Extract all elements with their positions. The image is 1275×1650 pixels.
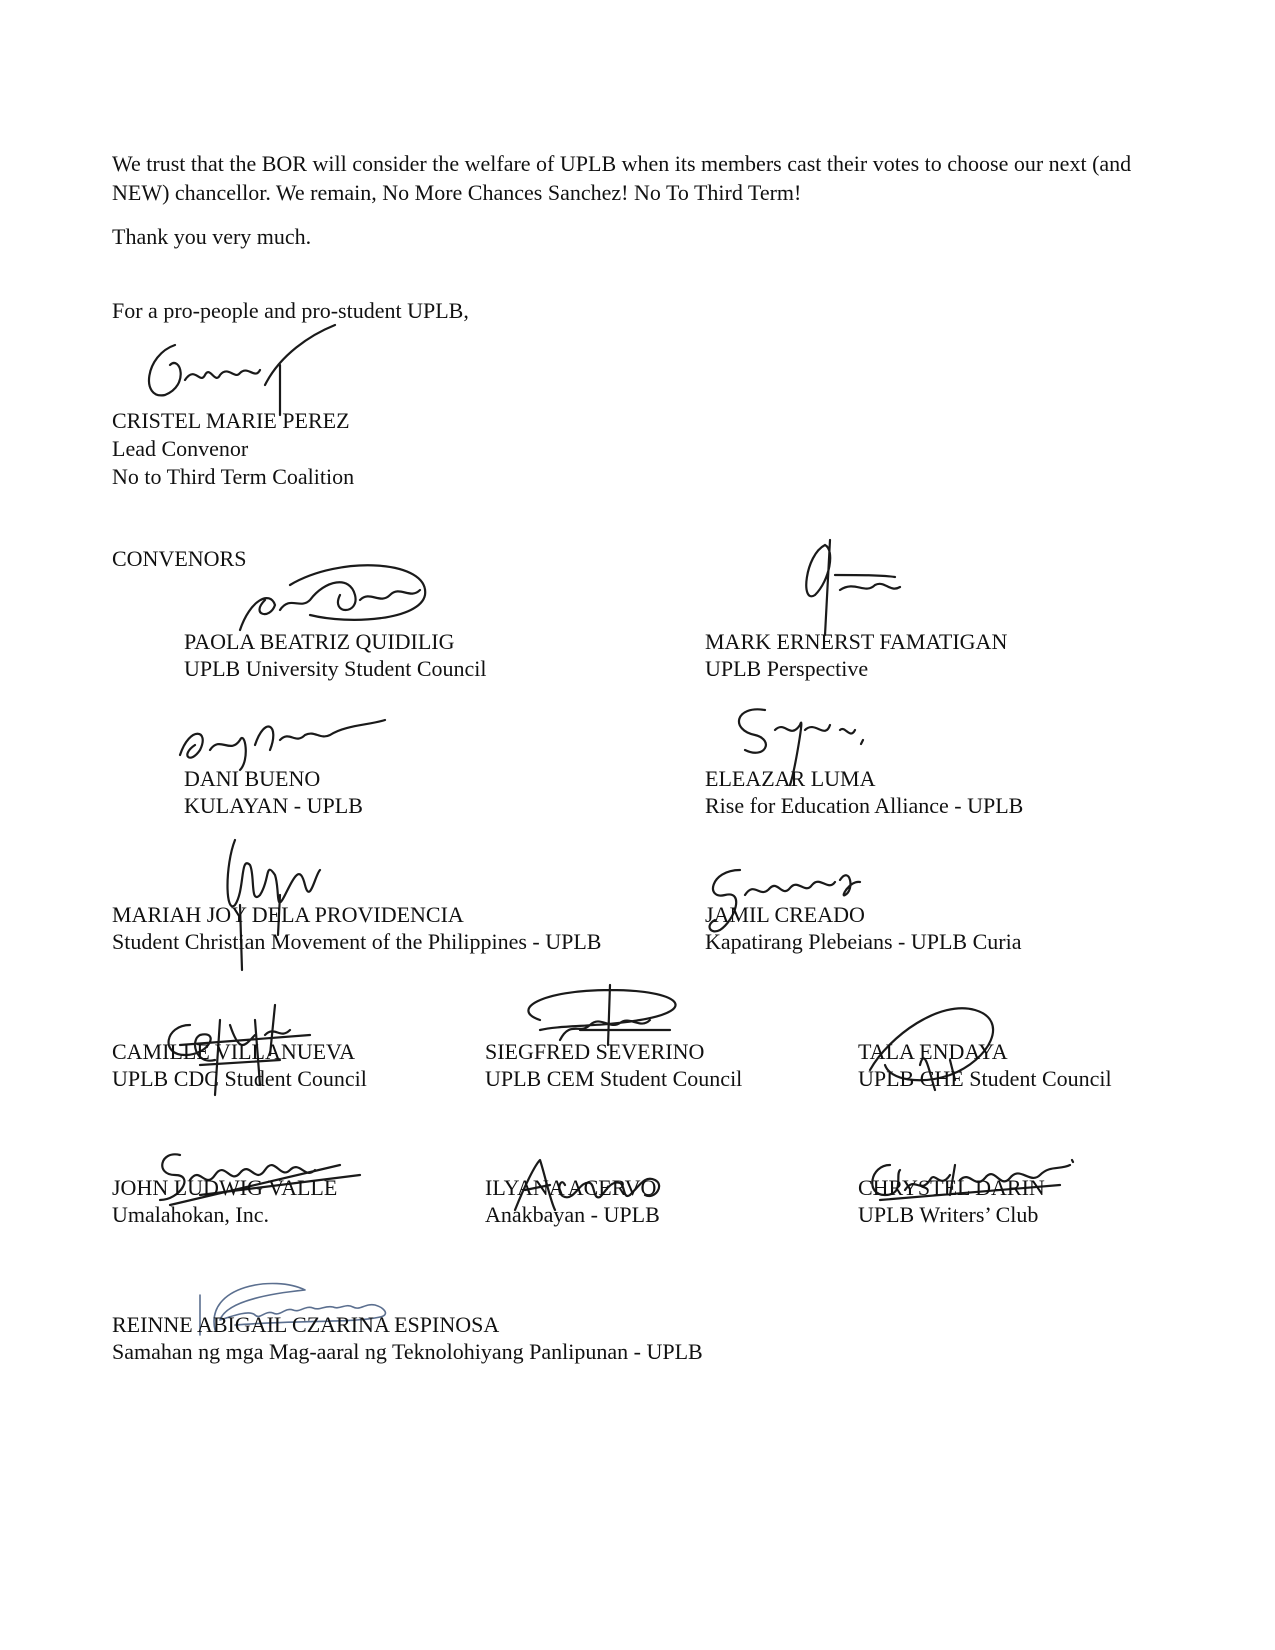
valediction: For a pro-people and pro-student UPLB, <box>112 298 469 323</box>
signatory-organization: UPLB CEM Student Council <box>485 1066 743 1091</box>
convenors-heading: CONVENORS <box>112 546 247 571</box>
signatory-name: ELEAZAR LUMA <box>705 766 876 791</box>
signatory-organization: UPLB Writers’ Club <box>858 1202 1039 1227</box>
signatory-organization: Umalahokan, Inc. <box>112 1202 269 1227</box>
signatory-name: JOHN LUDWIG VALLE <box>112 1175 338 1200</box>
signatory-organization: KULAYAN - UPLB <box>184 793 363 818</box>
closing-paragraph: We trust that the BOR will consider the welfare of UPLB when its members cast their votes to choose our next (and NEW) chancellor. We remain, No More Chances Sanchez! No To Third Term! <box>112 151 1132 205</box>
lead-role: Lead Convenor <box>112 436 249 461</box>
signature-famatigan <box>800 535 920 640</box>
signatory-name: JAMIL CREADO <box>705 902 865 927</box>
signatory-name: REINNE ABIGAIL CZARINA ESPINOSA <box>112 1312 500 1337</box>
signatory-organization: UPLB Perspective <box>705 656 869 681</box>
signatory-name: CAMILLE VILLANUEVA <box>112 1039 355 1064</box>
signatory-organization: UPLB CHE Student Council <box>858 1066 1112 1091</box>
signatory-organization: Rise for Education Alliance - UPLB <box>705 793 1024 818</box>
signatory-organization: Kapatirang Plebeians - UPLB Curia <box>705 929 1022 954</box>
signatory-name: ILYANA ACERVO <box>485 1175 657 1200</box>
signatory-name: MARK ERNERST FAMATIGAN <box>705 629 1008 654</box>
signatory-organization: Student Christian Movement of the Philippines - UPLB <box>112 929 602 954</box>
thanks-line: Thank you very much. <box>112 224 312 249</box>
signatory-name: CHRYSTEL DARIN <box>858 1175 1045 1200</box>
signatory-organization: Samahan ng mga Mag-aaral ng Teknolohiyang Panlipunan - UPLB <box>112 1339 703 1364</box>
signatory-name: PAOLA BEATRIZ QUIDILIG <box>184 629 455 654</box>
signatory-organization: UPLB CDC Student Council <box>112 1066 367 1091</box>
signatory-organization: UPLB University Student Council <box>184 656 487 681</box>
signatory-organization: Anakbayan - UPLB <box>485 1202 660 1227</box>
signatory-name: SIEGFRED SEVERINO <box>485 1039 705 1064</box>
signatory-name: MARIAH JOY DELA PROVIDENCIA <box>112 902 464 927</box>
signatory-name: DANI BUENO <box>184 766 321 791</box>
signatory-name: TALA ENDAYA <box>858 1039 1008 1064</box>
lead-organization: No to Third Term Coalition <box>112 464 355 489</box>
lead-name: CRISTEL MARIE PEREZ <box>112 408 350 433</box>
